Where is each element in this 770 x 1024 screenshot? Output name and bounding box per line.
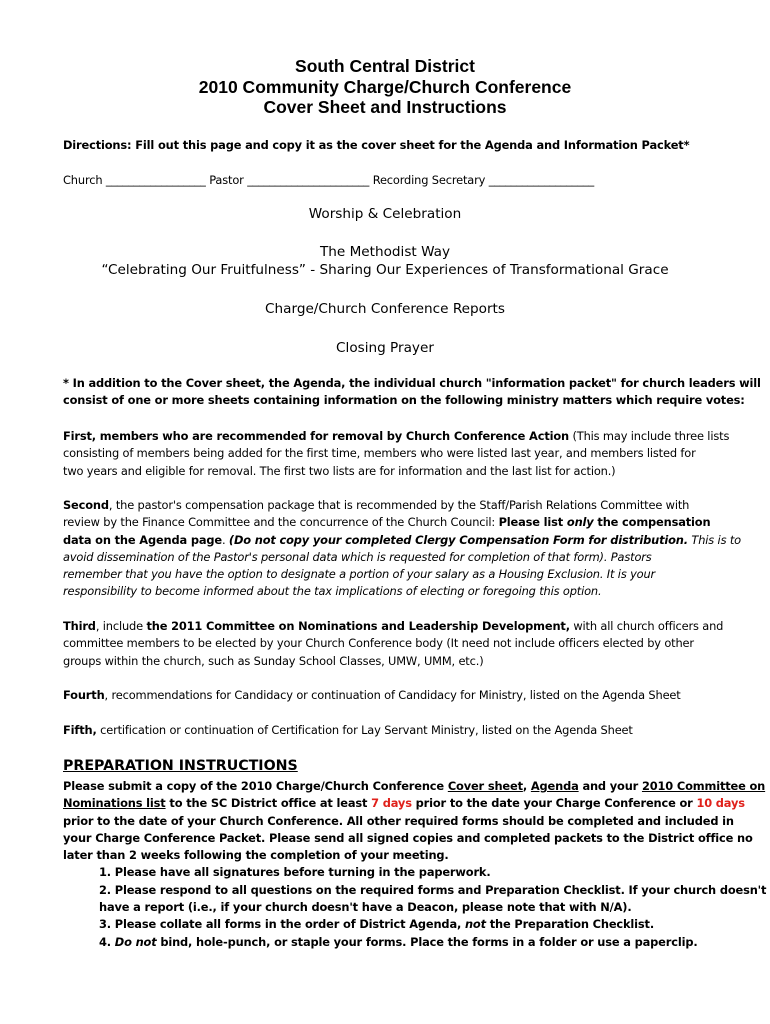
packet-note: * In addition to the Cover sheet, the Agenda, the individual church "information packet" for church leaders will consist of one or more sheets containing information on the following ministry matters which require votes: xyxy=(63,376,761,408)
cover-sheet-title: Cover Sheet and Instructions xyxy=(263,97,507,117)
preparation-heading: PREPARATION INSTRUCTIONS xyxy=(63,758,298,774)
list-item-continued: have a report (i.e., if your church doesn't have a Deacon, please note that with N/A). xyxy=(99,900,632,915)
first-paragraph: First, members who are recommended for removal by Church Conference Action (This may include three lists consisting of members being added for the first time, members who were listed last year, and members listed for two years and eligible for removal. The first two lists are for information and the last list for action.) xyxy=(63,429,730,478)
directions: Directions: Fill out this page and copy it as the cover sheet for the Agenda and Information Packet* xyxy=(63,138,690,152)
agenda-celebrating: “Celebrating Our Fruitfulness” - Sharing Our Experiences of Transformational Grace xyxy=(101,262,669,278)
agenda-worship: Worship & Celebration xyxy=(308,206,462,222)
church-field[interactable]: __________________ xyxy=(105,173,206,187)
list-item: 2. Please respond to all questions on the required forms and Preparation Checklist. If your church doesn't xyxy=(99,882,767,897)
preparation-instructions: Please submit a copy of the 2010 Charge/Church Conference Cover sheet, Agenda and your 2010 Committee on Nominations list to the SC District office at least 7 days prior to the date your Charge Conference or 10 days prior to the date of your Church Conference. All other required forms should be completed and included in your Charge Conference Packet. Please send all signed copies and completed packets to the District office no later than 2 weeks following the completion of your meeting. 1. Please have all signatures before turning in the paperwork. 2. Please respond to all questions on the required forms and Preparation Checklist. If your church doesn't have a report (i.e., if your church doesn't have a Deacon, please note that with N/A). 3. Please collate all forms in the order of District Agenda, not the Preparation Checklist. 4. Do not bind, hole-punch, or staple your forms. Place the forms in a folder or use a paperclip. xyxy=(63,778,766,951)
pastor-label: Pastor xyxy=(209,173,244,187)
conference-title: 2010 Community Charge/Church Conference xyxy=(198,76,572,97)
list-item: 4. Do not bind, hole-punch, or staple your forms. Place the forms in a folder or use a paperclip. xyxy=(99,934,698,949)
agenda-closing-prayer: Closing Prayer xyxy=(336,340,434,356)
form-fields-row xyxy=(63,172,594,189)
recording-secretary-label: Recording Secretary xyxy=(372,173,486,187)
agenda-reports: Charge/Church Conference Reports xyxy=(265,301,505,317)
agenda-methodist-way: The Methodist Way xyxy=(319,244,451,260)
recording-secretary-field[interactable]: ___________________ xyxy=(488,173,595,187)
fourth-paragraph: Fourth, recommendations for Candidacy or continuation of Candidacy for Ministry, listed on the Agenda Sheet xyxy=(63,688,681,702)
document-title xyxy=(0,56,770,118)
preparation-list xyxy=(63,864,766,950)
third-paragraph: Third, include the 2011 Committee on Nominations and Leadership Development, with all church officers and committee members to be elected by your Church Conference body (It need not include officers elected by other groups within the church, such as Sunday School Classes, UMW, UMM, etc.) xyxy=(63,619,724,668)
fifth-paragraph: Fifth, certification or continuation of Certification for Lay Servant Ministry, listed on the Agenda Sheet xyxy=(63,723,633,737)
district-title: South Central District xyxy=(295,56,475,76)
church-label: Church xyxy=(63,173,103,187)
list-item: 3. Please collate all forms in the order of District Agenda, not the Preparation Checklist. xyxy=(99,917,655,932)
second-paragraph: Second, the pastor's compensation package that is recommended by the Staff/Parish Relations Committee with review by the Finance Committee and the concurrence of the Church Council: Please list only the compensation data on the Agenda page. (Do not copy your completed Clergy Compensation Form for distribution. This is to avoid dissemination of the Pastor's personal data which is requested for completion of that form). Pastors remember that you have the option to designate a portion of your salary as a Housing Exclusion. It is your responsibility to become informed about the tax implications of electing or foregoing this option. xyxy=(63,498,741,599)
pastor-field[interactable]: ______________________ xyxy=(247,173,370,187)
list-item: 1. Please have all signatures before turning in the paperwork. xyxy=(99,865,491,880)
